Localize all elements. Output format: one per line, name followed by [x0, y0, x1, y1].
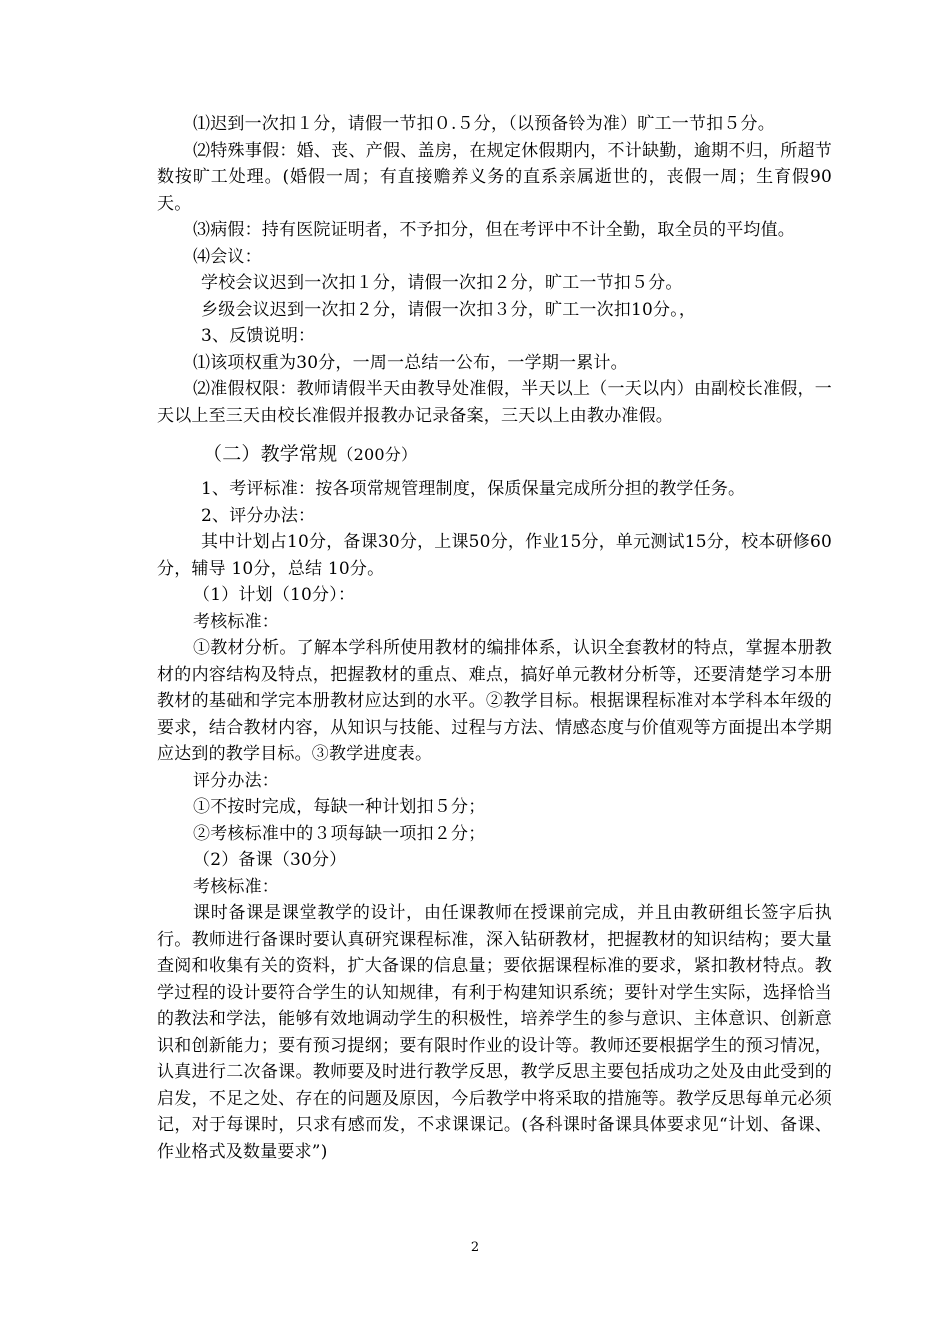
section-heading	[157, 439, 832, 470]
paragraph: 乡级会议迟到一次扣２分，请假一次扣３分，旷工一次扣10分。，	[201, 299, 697, 320]
paragraph: 其中计划占10分，备课30分，上课50分，作业15分，单元测试15分，校本研修60分，辅导 10分，总结 10分。	[157, 532, 832, 579]
paragraph: ①不按时完成，每缺一种计划扣５分；	[193, 797, 486, 817]
section-heading-points: （200分）	[337, 445, 418, 464]
paragraph: ⑶病假：持有医院证明者，不予扣分，但在考评中不计全勤，取全员的平均值。	[193, 220, 795, 240]
paragraph: 考核标准：	[193, 876, 279, 897]
paragraph: 2、评分办法：	[201, 505, 316, 526]
paragraph: ⑴迟到一次扣１分，请假一节扣０.５分，（以预备铃为准）旷工一节扣５分。	[193, 114, 775, 134]
paragraph: ②考核标准中的３项每缺一项扣２分；	[193, 823, 486, 844]
paragraph: 3、反馈说明：	[201, 326, 316, 346]
paragraph: ⑵准假权限：教师请假半天由教导处准假，半天以上（一天以内）由副校长准假，一天以上至三天由校长准假并报教办记录备案，三天以上由教办准假。	[157, 379, 832, 426]
paragraph: ⑷会议：	[193, 246, 262, 267]
paragraph: 1、考评标准：按各项常规管理制度，保质保量完成所分担的教学任务。	[201, 479, 746, 499]
paragraph: ⑵特殊事假：婚、丧、产假、盖房，在规定休假期内，不计缺勤，逾期不归，所超节数按旷工处理。(婚假一周；有直接赡养义务的直系亲属逝世的，丧假一周；生育假90天。	[157, 140, 832, 214]
paragraph: （1）计划（10分）：	[193, 585, 356, 605]
paragraph: ⑴该项权重为30分，一周一总结一公布，一学期一累计。	[193, 352, 628, 373]
paragraph: ①教材分析。了解本学科所使用教材的编排体系，认识全套教材的特点，掌握本册教材的内容结构及特点，把握教材的重点、难点，搞好单元教材分析等，还要清楚学习本册教材的基础和学完本册教材应达到的水平。②教学目标。根据课程标准对本学科本年级的要求，结合教材内容，从知识与技能、过程与方法、情感态度与价值观等方面提出本学期应达到的教学目标。③教学进度表。	[157, 638, 832, 764]
paragraph: 课时备课是课堂教学的设计，由任课教师在授课前完成，并且由教研组长签字后执行。教师进行备课时要认真研究课程标准，深入钻研教材，把握教材的知识结构；要大量查阅和收集有关的资料，扩大备课的信息量；要依据课程标准的要求，紧扣教材特点。教学过程的设计要符合学生的认知规律，有利于构建知识系统；要针对学生实际，选择恰当的教法和学法，能够有效地调动学生的积极性，培养学生的参与意识、主体意识、创新意识和创新能力；要有预习提纲；要有限时作业的设计等。教师还要根据学生的预习情况，认真进行二次备课。教师要及时进行教学反思，教学反思主要包括成功之处及由此受到的启发，不足之处、存在的问题及原因，今后教学中将采取的措施等。教学反思每单元必须记，对于每课时，只求有感而发，不求课课记。(各科课时备课具体要求见“计划、备课、作业格式及数量要求”)	[157, 903, 832, 1162]
paragraph: 评分办法：	[193, 770, 279, 791]
paragraph: 考核标准：	[193, 611, 279, 632]
section-heading-title: （二）教学常规	[203, 443, 338, 465]
paragraph: 学校会议迟到一次扣１分，请假一次扣２分，旷工一节扣５分。	[201, 273, 683, 293]
paragraph: （2）备课（30分）	[193, 850, 347, 870]
page-number: 2	[470, 1240, 480, 1255]
document-body	[157, 111, 832, 1165]
